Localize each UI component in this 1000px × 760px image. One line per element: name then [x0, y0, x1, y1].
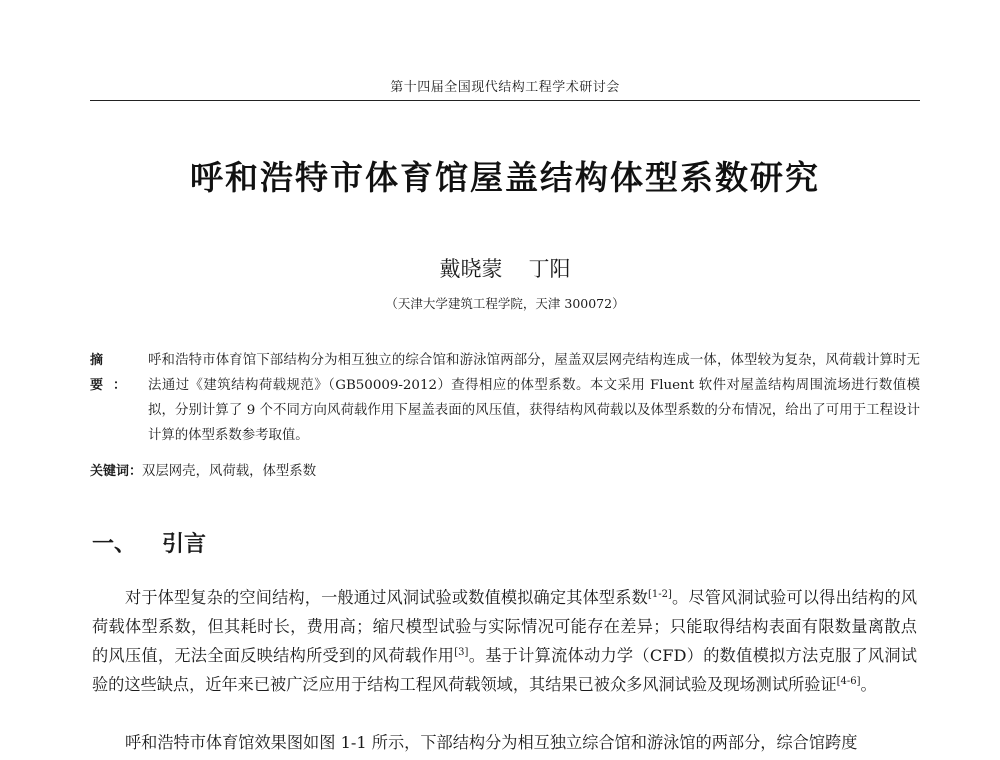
abstract-text: 呼和浩特市体育馆下部结构分为相互独立的综合馆和游泳馆两部分，屋盖双层网壳结构连成一体，体型较为复杂，风荷载计算时无法通过《建筑结构荷载规范》（GB50009-2012）查得相应的体型系数。本文采用 Fluent 软件对屋盖结构周围流场进行数值模拟，分别计算了 9 个不同方向风荷载作用下屋盖表面的风压值，获得结构风荷载以及体型系数的分布情况，给出了可用于工程设计计算的体型系数参考取值。	[148, 353, 920, 443]
author-name: 丁阳	[528, 257, 571, 281]
citation-reference: [3]	[454, 647, 469, 658]
abstract-label: 摘要：	[90, 353, 137, 393]
paragraph-text: 。	[860, 675, 877, 694]
keywords-text: 双层网壳，风荷载，体型系数	[142, 464, 317, 479]
keywords-label: 关键词：	[90, 464, 143, 479]
citation-reference: [1-2]	[647, 589, 672, 600]
section-heading-introduction	[92, 527, 206, 558]
body-paragraph	[92, 583, 917, 699]
citation-reference: [4-6]	[836, 676, 861, 687]
header-rule	[90, 100, 920, 101]
paragraph-text: 。尽管风洞试验可以得出结构的风荷载体型系数，但其耗时长，费用高；缩尺模型试验与实际情况可能存在差异；只能取得结构表面有限数量离散点的风压值，无法全面反映结构所受到的风荷载作用	[92, 588, 918, 665]
running-header: 第十四届全国现代结构工程学术研讨会	[390, 80, 620, 95]
paragraph-text: 对于体型复杂的空间结构，一般通过风洞试验或数值模拟确定其体型系数	[125, 588, 648, 607]
body-paragraph: 呼和浩特市体育馆效果图如图 1-1 所示，下部结构分为相互独立综合馆和游泳馆的两部分，综合馆跨度	[125, 733, 858, 752]
author-list	[90, 253, 920, 283]
section-title: 引言	[162, 532, 207, 557]
paper-title: 呼和浩特市体育馆屋盖结构体型系数研究	[190, 158, 820, 197]
paragraph-text: 。基于计算流体动力学（CFD）的数值模拟方法克服了风洞试验的这些缺点，近年来已被广泛应用于结构工程风荷载领域，其结果已被众多风洞试验及现场测试所验证	[92, 646, 917, 694]
author-name: 戴晓蒙	[439, 257, 503, 281]
section-number: 一、	[92, 532, 137, 557]
abstract-block	[90, 348, 920, 448]
author-affiliation: （天津大学建筑工程学院，天津 300072）	[385, 296, 625, 311]
keywords-block	[90, 459, 920, 484]
